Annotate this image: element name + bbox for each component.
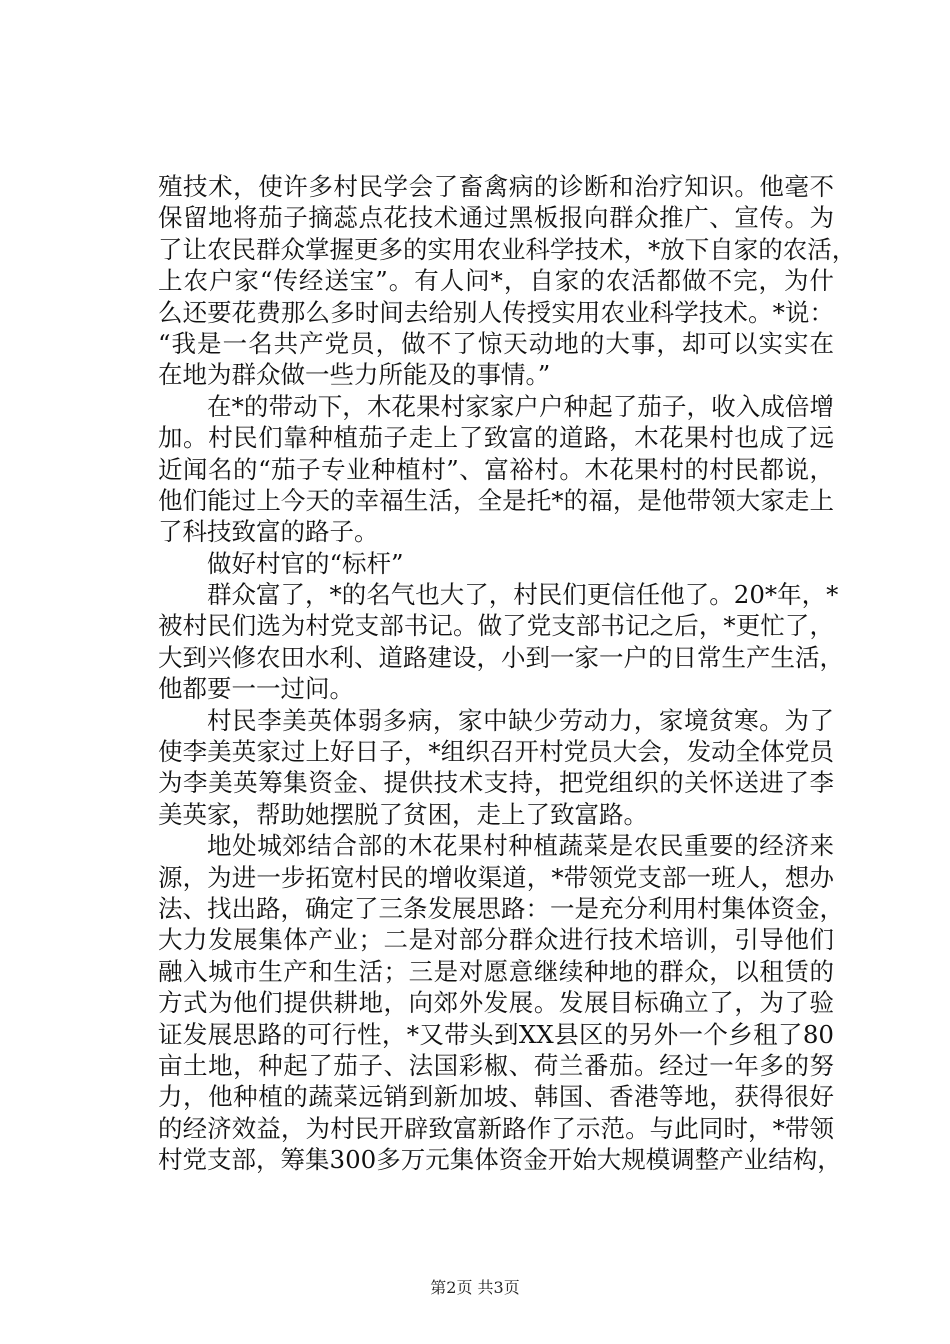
text-line: 了科技致富的路子。 — [158, 517, 379, 547]
text-line: 法、找出路，确定了三条发展思路：一是充分利用村集体资金， — [158, 893, 844, 923]
text-line: 上农户家“传经送宝”。有人问*，自家的农活都做不完，为什 — [158, 266, 834, 296]
text-line: 美英家，帮助她摆脱了贫困，走上了致富路。 — [158, 799, 648, 829]
text-line: 为李美英筹集资金、提供技术支持，把党组织的关怀送进了李 — [158, 768, 834, 798]
text-line: 群众富了，*的名气也大了，村民们更信任他了。20*年，* — [207, 580, 839, 610]
text-line: 加。村民们靠种植茄子走上了致富的道路，木花果村也成了远 — [158, 423, 834, 453]
text-line: 力，他种植的蔬菜远销到新加坡、韩国、香港等地，获得很好 — [158, 1082, 834, 1112]
text-line: 村党支部，筹集300多万元集体资金开始大规模调整产业结构， — [158, 1145, 842, 1175]
text-line: 村民李美英体弱多病，家中缺少劳动力，家境贫寒。为了 — [207, 705, 834, 735]
text-line: 么还要花费那么多时间去给别人传授实用农业科学技术。*说： — [158, 297, 834, 327]
text-line: 在*的带动下，木花果村家家户户种起了茄子，收入成倍增 — [207, 391, 834, 421]
text-line: 保留地将茄子摘蕊点花技术通过黑板报向群众推广、宣传。为 — [158, 203, 834, 233]
text-line: 被村民们选为村党支部书记。做了党支部书记之后，*更忙了， — [158, 611, 834, 641]
text-line: 了让农民群众掌握更多的实用农业科学技术，*放下自家的农活， — [158, 234, 857, 264]
document-body — [158, 171, 857, 1176]
text-line: 他们能过上今天的幸福生活，全是托*的福，是他带领大家走上 — [158, 485, 834, 515]
text-line: 证发展思路的可行性，*又带头到XX县区的另外一个乡租了80 — [158, 1019, 834, 1049]
text-line: 方式为他们提供耕地，向郊外发展。发展目标确立了，为了验 — [158, 988, 834, 1018]
section-heading: 做好村官的“标杆” — [207, 548, 404, 578]
text-line: 殖技术，使许多村民学会了畜禽病的诊断和治疗知识。他毫不 — [158, 172, 834, 201]
text-line: 地处城郊结合部的木花果村种植蔬菜是农民重要的经济来 — [207, 831, 834, 861]
text-line: 他都要一一过问。 — [158, 674, 354, 704]
text-line: 近闻名的“茄子专业种植村”、富裕村。木花果村的村民都说， — [158, 454, 834, 484]
text-line: 在地为群众做一些力所能及的事情。” — [158, 360, 551, 390]
text-line: 亩土地，种起了茄子、法国彩椒、荷兰番茄。经过一年多的努 — [158, 1050, 834, 1080]
text-line: 源，为进一步拓宽村民的增收渠道，*带领党支部一班人，想办 — [158, 862, 834, 892]
text-line: 使李美英家过上好日子，*组织召开村党员大会，发动全体党员 — [158, 737, 834, 767]
text-line: “我是一名共产党员，做不了惊天动地的大事，却可以实实在 — [158, 328, 834, 358]
text-line: 大到兴修农田水利、道路建设，小到一家一户的日常生产生活， — [158, 642, 844, 672]
text-line: 大力发展集体产业；二是对部分群众进行技术培训，引导他们 — [158, 925, 834, 955]
text-line: 的经济效益，为村民开辟致富新路作了示范。与此同时，*带领 — [158, 1113, 834, 1143]
page-number-footer: 第2页 共3页 — [430, 1278, 520, 1297]
text-line: 融入城市生产和生活；三是对愿意继续种地的群众，以租赁的 — [158, 956, 834, 986]
